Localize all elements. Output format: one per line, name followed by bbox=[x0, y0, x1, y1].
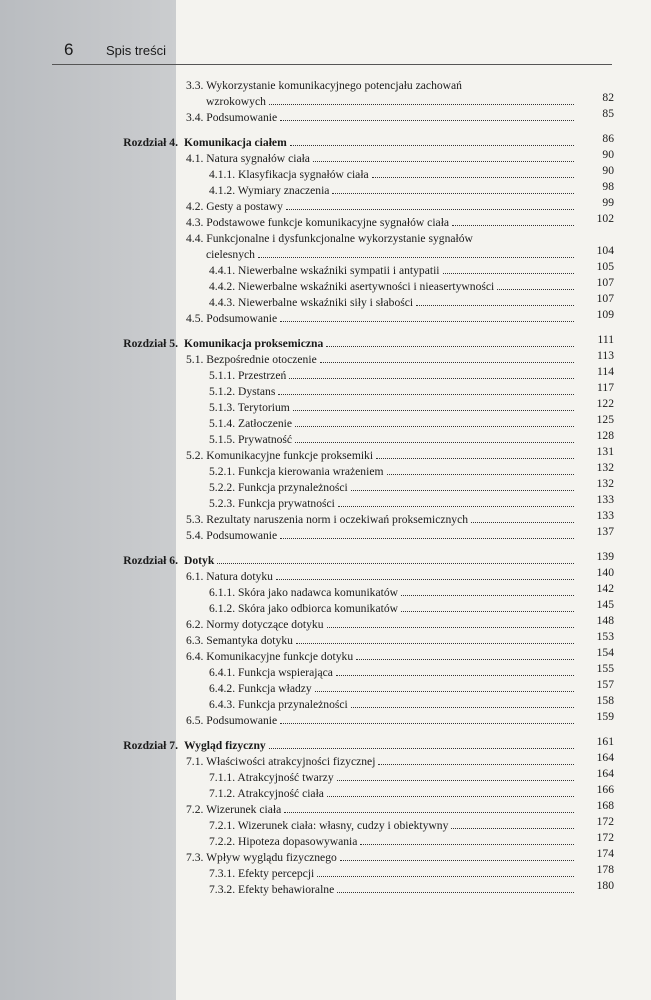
dot-leader bbox=[452, 225, 574, 226]
toc-entry bbox=[0, 91, 651, 110]
dot-leader bbox=[416, 305, 574, 306]
dot-leader bbox=[278, 394, 574, 395]
chapter-label: Rozdział 7. bbox=[123, 738, 178, 752]
dot-leader bbox=[280, 120, 574, 121]
toc-page-number: 114 bbox=[597, 364, 614, 378]
toc-title: Funkcja wspierająca bbox=[237, 666, 333, 680]
toc-title: Podsumowanie bbox=[206, 714, 278, 728]
toc-entry bbox=[0, 179, 651, 199]
dot-leader bbox=[269, 104, 574, 105]
toc-page-number: 132 bbox=[596, 477, 614, 491]
toc-page-number: 90 bbox=[602, 163, 614, 177]
toc-entry bbox=[0, 445, 651, 464]
toc-title: Atrakcyjność twarzy bbox=[237, 771, 334, 785]
toc-title: Natura sygnałów ciała bbox=[206, 151, 310, 165]
toc-title: Przestrzeń bbox=[237, 368, 287, 382]
dot-leader bbox=[387, 474, 575, 475]
toc-entry bbox=[0, 847, 651, 866]
dot-leader bbox=[295, 442, 574, 443]
toc-page-number: 128 bbox=[596, 429, 614, 443]
toc-number: 4.3. bbox=[186, 215, 207, 229]
dot-leader bbox=[451, 828, 574, 829]
toc-title: Wykorzystanie komunikacyjnego potencjału zachowań bbox=[206, 79, 462, 92]
toc-number: 6.2. bbox=[186, 618, 207, 632]
dot-leader bbox=[332, 193, 574, 194]
toc-title: Wygląd fizyczny bbox=[184, 738, 266, 752]
toc-page-number: 107 bbox=[596, 292, 614, 306]
dot-leader bbox=[401, 595, 574, 596]
toc-number: 5.3. bbox=[186, 513, 207, 527]
toc-entry bbox=[0, 694, 651, 713]
toc-page-number: 105 bbox=[596, 260, 614, 274]
toc-number: 6.4.1. bbox=[209, 666, 238, 680]
toc-title: Niewerbalne wskaźniki siły i słabości bbox=[237, 296, 414, 310]
toc-entry bbox=[0, 509, 651, 528]
toc-entry bbox=[0, 231, 651, 247]
toc-entry bbox=[0, 879, 651, 898]
toc-entry bbox=[0, 292, 651, 311]
toc-number: 7.3. bbox=[186, 851, 207, 865]
toc-number: 4.4.2. bbox=[209, 280, 238, 294]
toc-entry bbox=[0, 525, 651, 544]
toc-entry bbox=[0, 582, 651, 601]
toc-entry bbox=[0, 477, 651, 496]
toc-title: Rezultaty naruszenia norm i oczekiwań proksemicznych bbox=[206, 513, 469, 527]
toc-number: 6.1. bbox=[186, 569, 207, 583]
toc-entry bbox=[0, 565, 651, 585]
toc-title: Wymiary znaczenia bbox=[237, 183, 330, 197]
toc-title: Funkcja przynależności bbox=[237, 481, 348, 495]
toc-number: 7.1.2. bbox=[209, 787, 238, 801]
toc-entry bbox=[0, 348, 651, 368]
toc-page-number: 111 bbox=[597, 332, 614, 346]
toc-title: Podstawowe funkcje komunikacyjne sygnałów ciała bbox=[206, 215, 450, 229]
toc-title: Podsumowanie bbox=[206, 111, 278, 125]
toc-title: Efekty behawioralne bbox=[237, 883, 335, 897]
toc-entry bbox=[0, 260, 651, 279]
toc-title: Terytorium bbox=[237, 400, 290, 414]
toc-page-number: 113 bbox=[597, 348, 614, 362]
toc-title: Podsumowanie bbox=[206, 312, 278, 326]
dot-leader bbox=[280, 723, 574, 724]
toc-entry bbox=[0, 461, 651, 480]
toc-title: Semantyka dotyku bbox=[206, 634, 293, 648]
toc-page-number: 137 bbox=[596, 525, 614, 539]
toc-number: 5.4. bbox=[186, 529, 207, 543]
toc-number: 4.5. bbox=[186, 312, 207, 326]
toc-title: Właściwości atrakcyjności fizycznej bbox=[206, 755, 376, 768]
toc-page-number: 172 bbox=[596, 815, 614, 829]
toc-number: 5.2.2. bbox=[209, 481, 238, 495]
toc-page-number: 82 bbox=[602, 91, 614, 105]
toc-number: 4.4.3. bbox=[209, 296, 238, 310]
toc-title: Natura dotyku bbox=[206, 569, 273, 583]
toc-number: 7.2. bbox=[186, 803, 207, 817]
dot-leader bbox=[336, 675, 574, 676]
toc-number: 6.4. bbox=[186, 650, 207, 664]
toc-title: cielesnych bbox=[206, 248, 255, 261]
toc-title: Komunikacyjne funkcje dotyku bbox=[206, 650, 354, 664]
toc-entry bbox=[0, 78, 651, 94]
chapter-label: Rozdział 4. bbox=[123, 135, 178, 149]
dot-leader bbox=[401, 611, 574, 612]
toc-entry bbox=[0, 767, 651, 786]
toc-number: 4.1.2. bbox=[209, 183, 238, 197]
toc-page-number: 86 bbox=[602, 131, 614, 145]
toc-entry bbox=[0, 710, 651, 729]
page-header bbox=[52, 38, 612, 65]
toc-title: Podsumowanie bbox=[206, 529, 278, 543]
toc-entry bbox=[0, 413, 651, 432]
dot-leader bbox=[443, 273, 574, 274]
toc-title: Wizerunek ciała: własny, cudzy i obiektywny bbox=[237, 819, 449, 833]
toc-page-number: 132 bbox=[596, 461, 614, 475]
dot-leader bbox=[276, 579, 574, 580]
toc-title: Funkcjonalne i dysfunkcjonalne wykorzystanie sygnałów bbox=[206, 231, 473, 245]
toc-number: 3.4. bbox=[186, 111, 207, 125]
dot-leader bbox=[338, 506, 574, 507]
toc-number: 5.1.3. bbox=[209, 400, 238, 414]
toc-page-number: 166 bbox=[596, 783, 614, 797]
toc-title: Gesty a postawy bbox=[206, 199, 283, 213]
chapter-label: Rozdział 6. bbox=[123, 553, 178, 567]
toc-entry bbox=[0, 429, 651, 448]
toc-title: Atrakcyjność ciała bbox=[237, 787, 324, 801]
toc-number: 5.2. bbox=[186, 449, 207, 463]
toc-title: Wpływ wyglądu fizycznego bbox=[206, 851, 337, 865]
dot-leader bbox=[471, 522, 574, 523]
toc-entry bbox=[0, 308, 651, 327]
dot-leader bbox=[286, 209, 574, 210]
dot-leader bbox=[280, 321, 574, 322]
toc-number: 7.3.1. bbox=[209, 867, 238, 881]
toc-page-number: 133 bbox=[596, 509, 614, 523]
toc-title: Funkcja kierowania wrażeniem bbox=[237, 465, 384, 479]
toc-title: Niewerbalne wskaźniki sympatii i antypatii bbox=[237, 264, 440, 278]
dot-leader bbox=[317, 876, 574, 877]
toc-title: Dotyk bbox=[184, 553, 215, 567]
toc-title: Klasyfikacja sygnałów ciała bbox=[237, 167, 369, 181]
toc-number: 4.1.1. bbox=[209, 167, 238, 181]
toc-chapter-entry bbox=[0, 131, 651, 151]
dot-leader bbox=[320, 362, 574, 363]
toc-page-number: 85 bbox=[602, 107, 614, 121]
toc-page-number: 159 bbox=[596, 710, 614, 724]
toc-title: Komunikacja ciałem bbox=[184, 135, 287, 149]
toc-title: Funkcja władzy bbox=[237, 682, 312, 696]
dot-leader bbox=[372, 177, 574, 178]
toc-number: 6.5. bbox=[186, 714, 207, 728]
page-number: 6 bbox=[64, 40, 74, 59]
toc-page-number: 178 bbox=[596, 863, 614, 877]
toc-chapter-entry bbox=[0, 549, 651, 569]
toc-entry bbox=[0, 147, 651, 167]
toc-number: 5.1.5. bbox=[209, 433, 238, 447]
toc-page-number: 122 bbox=[596, 396, 614, 410]
toc-entry bbox=[0, 630, 651, 649]
toc-page-number: 148 bbox=[596, 614, 614, 628]
toc-page-number: 104 bbox=[596, 244, 614, 257]
toc-title: Komunikacja proksemiczna bbox=[184, 336, 324, 350]
toc-entry bbox=[0, 598, 651, 617]
toc-page-number: 172 bbox=[596, 831, 614, 845]
toc-number: 4.4.1. bbox=[209, 264, 238, 278]
toc-page-number: 98 bbox=[602, 179, 614, 193]
toc-entry bbox=[0, 493, 651, 512]
toc-title: Bezpośrednie otoczenie bbox=[206, 352, 317, 366]
toc-title: Zatłoczenie bbox=[237, 417, 293, 430]
toc-page-number: 155 bbox=[596, 662, 614, 676]
toc-title: wzrokowych bbox=[206, 95, 266, 109]
toc-page-number: 117 bbox=[597, 380, 614, 394]
toc-number: 7.2.1. bbox=[209, 819, 238, 833]
dot-leader bbox=[351, 707, 574, 708]
toc-entry bbox=[0, 662, 651, 681]
dot-leader bbox=[337, 780, 574, 781]
toc-title: Niewerbalne wskaźniki asertywności i nieasertywności bbox=[237, 280, 495, 294]
toc-number: 4.2. bbox=[186, 199, 207, 213]
dot-leader bbox=[327, 796, 574, 797]
dot-leader bbox=[289, 378, 574, 379]
toc-entry bbox=[0, 380, 651, 400]
toc-entry bbox=[0, 831, 651, 850]
toc-entry bbox=[0, 276, 651, 295]
toc-number: 3.3. bbox=[186, 79, 207, 92]
toc-number: 5.1. bbox=[186, 352, 207, 366]
toc-page-number: 99 bbox=[602, 195, 614, 209]
toc-entry bbox=[0, 863, 651, 882]
toc-page-number: 125 bbox=[596, 413, 614, 426]
dot-leader bbox=[327, 627, 575, 628]
dot-leader bbox=[269, 748, 574, 749]
toc-number: 4.1. bbox=[186, 151, 207, 165]
toc-page-number: 157 bbox=[596, 678, 614, 692]
toc-number: 5.2.1. bbox=[209, 465, 238, 479]
toc-title: Skóra jako odbiorca komunikatów bbox=[237, 602, 399, 616]
dot-leader bbox=[340, 860, 574, 861]
dot-leader bbox=[497, 289, 574, 290]
toc-number: 4.4. bbox=[186, 231, 207, 245]
toc-entry bbox=[0, 107, 651, 126]
toc-number: 6.4.2. bbox=[209, 682, 238, 696]
toc-page-number: 109 bbox=[596, 308, 614, 322]
toc-number: 5.1.4. bbox=[209, 417, 238, 430]
dot-leader bbox=[217, 563, 574, 564]
dot-leader bbox=[326, 346, 574, 347]
toc-page-number: 133 bbox=[596, 493, 614, 507]
dot-leader bbox=[313, 161, 574, 162]
toc-entry bbox=[0, 211, 651, 231]
dot-leader bbox=[337, 892, 574, 893]
toc-page-number: 161 bbox=[596, 734, 614, 748]
toc-number: 5.1.2. bbox=[209, 384, 238, 398]
toc-entry bbox=[0, 396, 651, 416]
dot-leader bbox=[360, 844, 574, 845]
toc-title: Skóra jako nadawca komunikatów bbox=[237, 586, 398, 599]
toc-number: 7.2.2. bbox=[209, 835, 238, 849]
dot-leader bbox=[356, 659, 574, 660]
toc-title: Normy dotyczące dotyku bbox=[206, 618, 324, 632]
toc-number: 7.1.1. bbox=[209, 771, 238, 785]
chapter-label: Rozdział 5. bbox=[123, 336, 178, 350]
toc-page-number: 168 bbox=[596, 799, 614, 813]
toc-entry bbox=[0, 815, 651, 834]
toc-page-number: 164 bbox=[596, 751, 614, 764]
toc-entry bbox=[0, 783, 651, 802]
toc-entry bbox=[0, 646, 651, 665]
dot-leader bbox=[293, 410, 574, 411]
toc-number: 5.1.1. bbox=[209, 368, 238, 382]
toc-title: Komunikacyjne funkcje proksemiki bbox=[206, 449, 374, 463]
toc-page-number: 154 bbox=[596, 646, 614, 660]
dot-leader bbox=[296, 643, 574, 644]
toc-entry bbox=[0, 799, 651, 818]
toc-title: Funkcja przynależności bbox=[237, 698, 348, 712]
toc-page-number: 102 bbox=[596, 211, 614, 225]
toc-title: Funkcja prywatności bbox=[237, 497, 335, 511]
toc-chapter-entry bbox=[0, 332, 651, 352]
toc-number: 6.4.3. bbox=[209, 698, 238, 712]
dot-leader bbox=[378, 764, 574, 765]
toc-page-number: 153 bbox=[596, 630, 614, 644]
dot-leader bbox=[351, 490, 574, 491]
toc-page-number: 140 bbox=[596, 565, 614, 579]
toc-chapter-entry bbox=[0, 734, 651, 754]
dot-leader bbox=[284, 812, 574, 813]
toc-page-number: 131 bbox=[596, 445, 614, 459]
toc-page-number: 180 bbox=[596, 879, 614, 893]
section-title: Spis treści bbox=[106, 43, 166, 58]
toc-number: 6.3. bbox=[186, 634, 207, 648]
toc-entry bbox=[0, 751, 651, 770]
toc-number: 6.1.1. bbox=[209, 586, 238, 599]
toc-entry bbox=[0, 678, 651, 697]
toc-page-number: 107 bbox=[596, 276, 614, 290]
toc-page-number: 142 bbox=[596, 582, 614, 595]
toc-title: Prywatność bbox=[237, 433, 293, 447]
toc-title: Wizerunek ciała bbox=[206, 803, 282, 817]
dot-leader bbox=[295, 426, 574, 427]
toc-entry bbox=[0, 364, 651, 384]
toc-entry bbox=[0, 614, 651, 633]
dot-leader bbox=[376, 458, 574, 459]
toc-number: 7.3.2. bbox=[209, 883, 238, 897]
dot-leader bbox=[290, 145, 574, 146]
dot-leader bbox=[280, 538, 574, 539]
toc-title: Dystans bbox=[237, 384, 276, 398]
toc-number: 6.1.2. bbox=[209, 602, 238, 616]
toc-page-number: 90 bbox=[602, 147, 614, 161]
dot-leader bbox=[258, 257, 574, 258]
toc-number: 5.2.3. bbox=[209, 497, 238, 511]
toc-page-number: 145 bbox=[596, 598, 614, 612]
dot-leader bbox=[315, 691, 574, 692]
toc-page-number: 164 bbox=[596, 767, 614, 781]
toc-entry bbox=[0, 163, 651, 183]
toc-entry bbox=[0, 195, 651, 215]
toc-title: Hipoteza dopasowywania bbox=[237, 835, 358, 849]
toc-title: Efekty percepcji bbox=[237, 867, 315, 881]
toc-entry bbox=[0, 244, 651, 263]
toc-page-number: 158 bbox=[596, 694, 614, 708]
toc-number: 7.1. bbox=[186, 755, 207, 768]
toc-page-number: 139 bbox=[596, 549, 614, 563]
toc-page-number: 174 bbox=[596, 847, 614, 861]
